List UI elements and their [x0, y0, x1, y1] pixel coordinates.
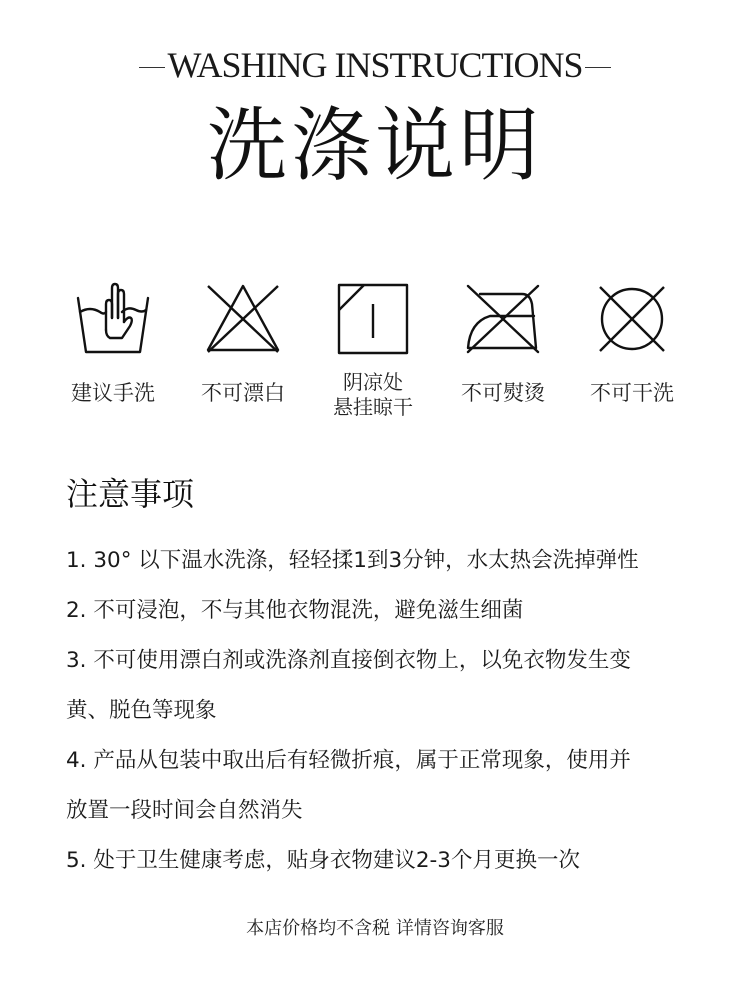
page-header [0, 40, 750, 196]
note-line: 黄、脱色等现象 [66, 698, 217, 723]
no-dry-clean-icon [595, 282, 669, 356]
care-item-line-dry-shade [308, 282, 438, 420]
no-iron-icon [466, 282, 540, 356]
line-dry-shade-icon [336, 282, 410, 356]
note-line: 放置一段时间会自然消失 [66, 798, 303, 823]
care-item-hand-wash [48, 282, 178, 406]
note-line: 3. 不可使用漂白剂或洗涤剂直接倒衣物上，以免衣物发生变 [66, 648, 631, 673]
care-item-no-bleach [178, 282, 308, 406]
page-subtitle: WASHING INSTRUCTIONS [167, 45, 583, 85]
page-title: 洗涤说明 [207, 99, 543, 192]
hand-wash-icon [76, 282, 150, 356]
note-line: 5. 处于卫生健康考虑，贴身衣物建议2-3个月更换一次 [66, 848, 580, 873]
care-label-no-dry-clean: 不可干洗 [590, 381, 674, 405]
care-label-line-dry-shade: 阴凉处 悬挂晾干 [333, 370, 413, 419]
care-symbols [0, 282, 750, 432]
subtitle-left-rule [139, 67, 165, 68]
care-item-no-dry-clean [567, 282, 697, 406]
care-label-no-iron: 不可熨烫 [461, 381, 545, 405]
subtitle-row [0, 40, 750, 90]
care-label-no-bleach: 不可漂白 [201, 381, 285, 405]
footer-note: 本店价格均不含税 详情咨询客服 [246, 918, 504, 939]
note-line: 2. 不可浸泡，不与其他衣物混洗，避免滋生细菌 [66, 598, 524, 623]
no-bleach-icon [206, 282, 280, 356]
care-label-hand-wash: 建议手洗 [71, 381, 155, 405]
care-item-no-iron [438, 282, 568, 406]
notes-title: 注意事项 [66, 475, 195, 513]
note-line: 4. 产品从包装中取出后有轻微折痕，属于正常现象，使用并 [66, 748, 631, 773]
subtitle-right-rule [585, 67, 611, 68]
notes-section [66, 470, 706, 886]
note-line: 1. 30° 以下温水洗涤，轻轻揉1到3分钟，水太热会洗掉弹性 [66, 548, 639, 573]
